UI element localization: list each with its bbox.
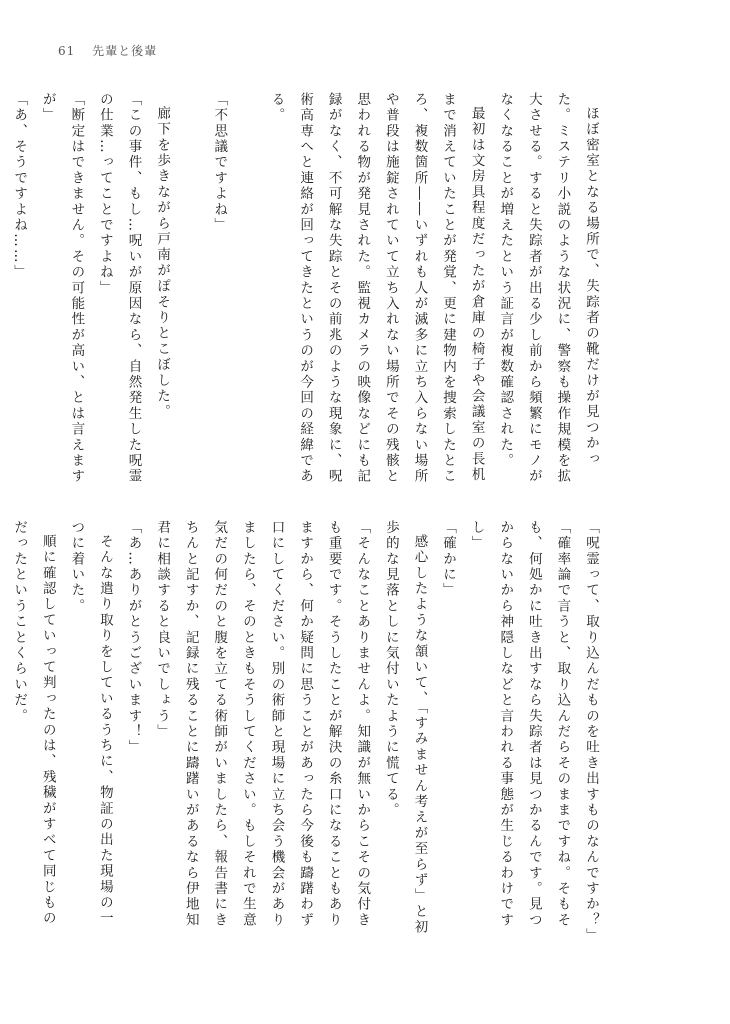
paragraph: 感心したような頷いて、「すみません考えが至らず」と初歩的な見落としに気付いたように慌てる。: [382, 520, 428, 935]
dialogue-line: 「あ、そうですよね……」: [11, 92, 28, 281]
dialogue-line: 「断定はできません。その可能性が高い、とは言えますが」: [39, 92, 85, 485]
dialogue-line: 「そんなことありませんよ。知識が無いからこその気付きも重要です。そうしたことが解決の糸口になることもありますから、何か疑問に思うことがあったら今後も躊躇わず口にしてください。別の術師と現場に立ち会う機会がありましたら、そのときもそうしてください。もしそれで生意気だの何だのと腹を立てる術師がいましたら、報告書にきちんと記すか、記録に残ることに躊躇いがあるなら伊地知君に相談すると良いでしょう」: [154, 520, 371, 929]
dialogue-line: 「確かに」: [440, 520, 457, 599]
running-header: [58, 42, 169, 59]
dialogue-line: [0, 92, 5, 492]
dialogue-line: [0, 520, 5, 940]
page-number: 61: [58, 44, 76, 58]
dialogue-line: 「あ…ありがとうございます！」: [125, 520, 142, 756]
dialogue-line: 「確率論で言うと、取り込んだらそのままですね。そもそも、何処かに吐き出すなら失踪者は見つかるんです。見つからないから神隠しなどと言われる事態が生じるわけですし」: [468, 520, 571, 929]
dialogue-line: 「この事件、もし…呪いが原因なら、自然発生した呪霊の仕業…ってことですよね」: [96, 92, 142, 485]
paragraph: ほぼ密室となる場所で、失踪者の靴だけが見つかった。ミステリ小説のような状況に、警察も操作規模を拡大させる。すると失踪者が出る少し前から頻繁にモノがなくなることが増えたという証言が複数確認された。: [497, 92, 599, 485]
paragraph: 最初は文房具程度だったが倉庫の椅子や会議室の長机まで消えていたことが発覚、更に建物内を捜索したところ、複数箇所――いずれも人が滅多に立ち入らない場所や普段は施錠されていて立ち入れない場所でその残骸と思われる物が発見された。監視カメラの映像などにも記録がなく、不可解な失踪とその前兆のような現象に、呪術高専へと連絡が回ってきたというのが今回の経緯である。: [268, 92, 485, 485]
paragraph: 廊下を歩きながら戸南がぽそりとこぼした。: [154, 105, 171, 420]
top-text-block: [11, 92, 605, 492]
chapter-title: 先輩と後輩: [92, 44, 158, 58]
dialogue-line: 「不思議ですよね」: [211, 92, 228, 234]
blank-line: [233, 92, 262, 492]
paragraph: そんな遣り取りをしているうちに、物証の出た現場の一つに着いた。: [68, 520, 113, 926]
bottom-text-block: [11, 520, 605, 944]
blank-line: [176, 92, 205, 492]
dialogue-line: 「呪霊って、取り込んだものを吐き出すものなんですか？」: [583, 520, 599, 944]
paragraph: 順に確認していって判ったのは、残穢がすべて同じものだったということくらいだ。: [11, 520, 56, 926]
